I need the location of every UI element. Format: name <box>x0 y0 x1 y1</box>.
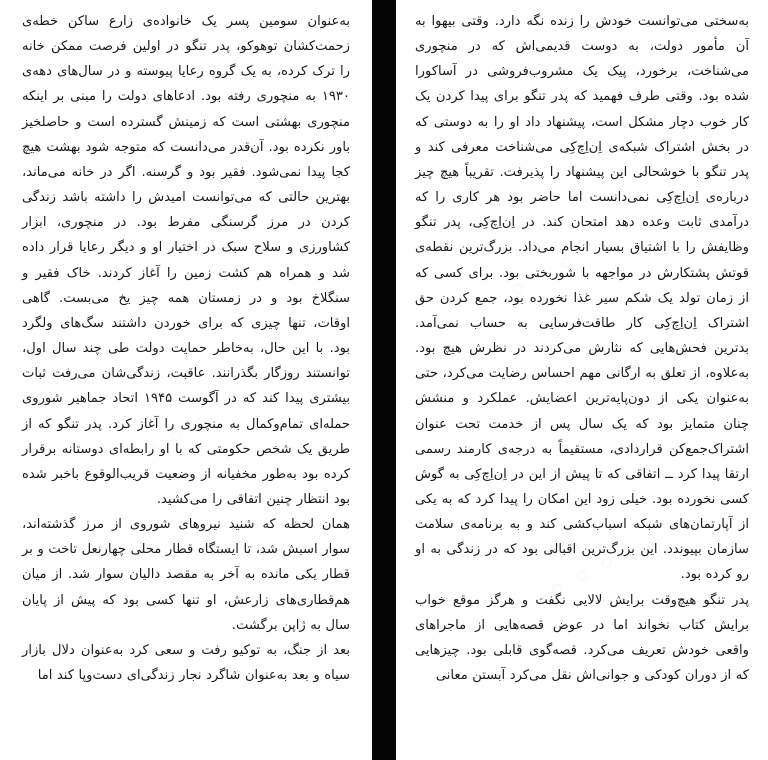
paragraph: به‌سختی می‌توانست خودش را زنده نگه دارد. وقتی بیهوا به آن مأمور دولت، به دوست قدیمی‌اش که در منچوری می‌شناخت، برخورد، پیک یک مشروب‌فروشی در آساکورا شده بود. وقتی طرف فهمید که پدر تنگو برای پیدا کردن یک کار خوب دچار مشکل است، پیشنهاد داد او را به دوستی که در بخش اشتراک شبکه‌ی اِن‌اِچ‌کِی می‌شناخت معرفی کند و پدر تنگو با خوشحالی این پیشنهاد را پذیرفت. تقریباً هیچ چیز درباره‌ی اِن‌اِچ‌کِی نمی‌دانست اما حاضر بود هر کاری را که درآمدی ثابت وعده دهد امتحان کند. در اِن‌اِچ‌کِی، پدر تنگو وظایفش را با اشتیاق بسیار انجام می‌داد. بزرگ‌ترین نقطه‌ی قوتش پشتکارش در مواجهه با شوربختی بود. برای کسی که از زمان تولد یک شکم سیر غذا نخورده بود، جمع کردن حق اشتراک اِن‌اِچ‌کِی کار طاقت‌فرسایی به حساب نمی‌آمد. بدترین فحش‌هایی که نثارش می‌کردند در نظرش هیچ بود. به‌علاوه، از تعلق به ارگانی مهم احساس رضایت می‌کرد، حتی به‌عنوان یکی از دون‌پایه‌ترین اعضایش. عملکرد و منشش چنان متمایز بود که یک سال پس از خدمت تحت عنوان اشتراک‌جمع‌کن قراردادی، مستقیماً به درجه‌ی کارمند رسمی ارتقا پیدا کرد ــ اتفاقی که تا پیش از این در اِن‌اِچ‌کِی به گوش کسی نخورده بود. خیلی زود این امکان را پیدا کرد که به یکی از آپارتمان‌های شبکه اسباب‌کشی کند و به برنامه‌ی سلامت سازمان بپیوندد. این بزرگ‌ترین اقبالی بود که در زندگی به او رو کرده بود. <box>415 14 749 583</box>
watermark-mark: ◦ ◦ ◦ <box>136 404 217 469</box>
watermark-mark: ◦ ◦ ◦ <box>542 544 623 609</box>
left-page-text <box>22 9 350 688</box>
paragraph: همان لحظه که شنید نیروهای شوروی از مرز گذشته‌اند، سوار اسبش شد، تا ایستگاه قطار محلی چهارنعل تاخت و بر قطار یکی مانده به آخر به مقصد دالیان سوار شد. از میان هم‌قطاری‌های زارعش، او تنها کسی بود که پیش از پایان سال به ژاپن برگشت. <box>22 517 350 633</box>
paragraph: پدر تنگو هیچ‌وقت برایش لالایی نگفت و هرگز موقع خواب برایش کتاب نخواند اما در عوض قصه‌هایی از ماجراهای واقعی خودش تعریف می‌کرد. قصه‌گوی قابلی بود. چیزهایی که از دوران کودکی و جوانی‌اش نقل می‌کرد آبستن معانی <box>415 592 749 684</box>
left-page <box>0 0 372 760</box>
paragraph: به‌عنوان سومین پسر یک خانواده‌ی زارع ساکن خطه‌ی زحمت‌کشان توهوکو، پدر تنگو در اولین فرصت ممکن خانه را ترک کرده، به یک گروه رعایا پیوسته و در سال‌های دهه‌ی ۱۹۳۰ به منچوری رفته بود. ادعاهای دولت را مبنی بر اینکه منچوری بهشتی است که زمینش گسترده است و حاصلخیز باور نکرده بود. آن‌قدر می‌دانست که متوجه شود بهشت هیچ کجا پیدا نمی‌شود. فقیر بود و گرسنه. اگر در خانه می‌ماند، بهترین حالتی که می‌توانست امیدش را داشته باشد زندگی کردن در مرز گرسنگی مفرط بود. در منچوری، ابزار کشاورزی و سلاح سبک در اختیار او و دیگر رعایا قرار داده شد و همراه هم کشت زمین را آغاز کردند. خاک فقیر و سنگلاخ بود و در زمستان همه چیز یخ می‌بست. گاهی اوقات، تنها چیزی که برای خوردن داشتند سگ‌های ولگرد بود. با این حال، به‌خاطر حمایت دولت طی چند سال اول، توانستند روزگار بگذرانند. عاقبت، زندگی‌شان می‌رفت ثبات بیشتری پیدا کند که در آگوست ۱۹۴۵ اتحاد جماهیر شوروی حمله‌ای تمام‌وکمال به منچوری را آغاز کرد. پدر تنگو که از طریق یک شخص حکومتی که با او رابطه‌ای دوستانه برقرار کرده بود به‌طور مخفیانه از وضعیت قریب‌الوقوع باخبر شده بود انتظار چنین اتفاقی را می‌کشید. <box>22 14 351 507</box>
watermark-mark: ◦ ◦ ◦ <box>502 244 583 309</box>
book-gutter <box>372 0 396 760</box>
watermark-mark: ◦ ◦ ◦ <box>86 134 167 199</box>
paragraph: بعد از جنگ، به توکیو رفت و سعی کرد به‌عنوان دلال بازار سیاه و بعد به‌عنوان شاگرد نجار زندگی‌ای دست‌وپا کند اما <box>22 642 350 684</box>
right-page-text <box>415 9 749 688</box>
right-page <box>396 0 768 760</box>
